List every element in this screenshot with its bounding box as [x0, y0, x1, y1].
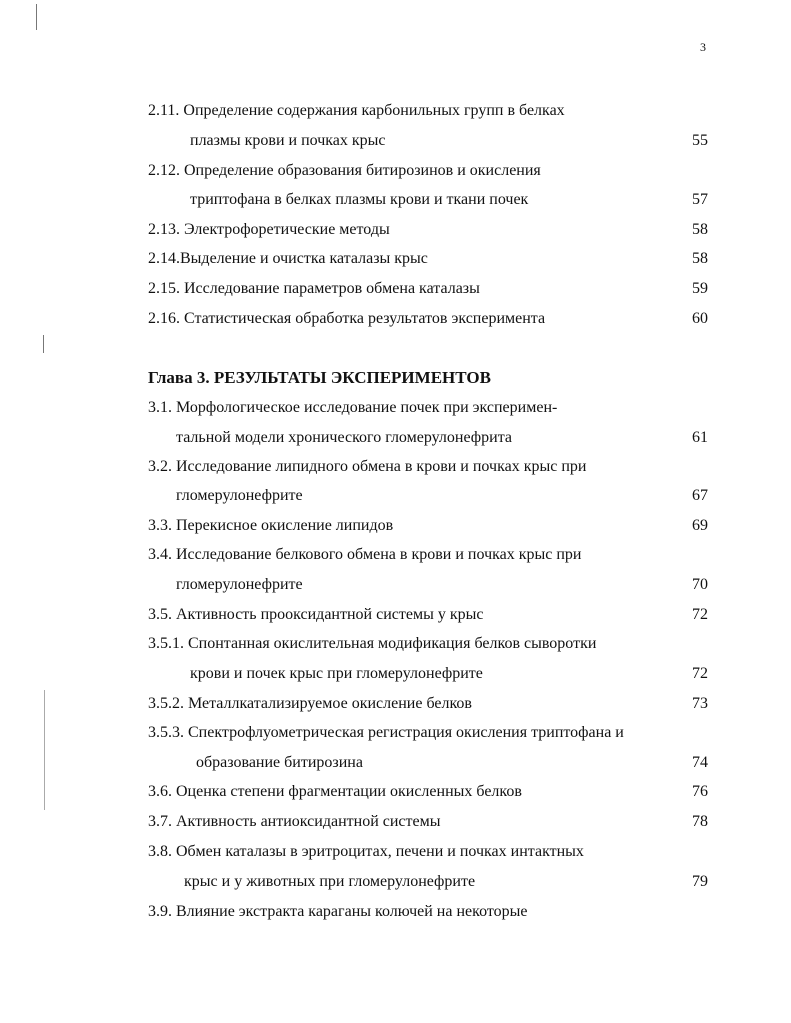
toc-entry-continuation: крыс и у животных при гломерулонефрите — [184, 873, 476, 890]
toc-entry-page: 79 — [692, 873, 708, 890]
toc-entry-page: 72 — [692, 606, 708, 623]
toc-entry-title: 3.5.3. Спектрофлуометрическая регистрация окисления триптофана и — [148, 724, 624, 741]
toc-entry-title: 3.4. Исследование белкового обмена в крови и почках крыс при — [148, 546, 582, 563]
toc-entry-title: 2.13. Электрофоретические методы — [148, 221, 390, 238]
toc-entry-title: 2.15. Исследование параметров обмена каталазы — [148, 280, 480, 297]
toc-entry-page: 78 — [692, 813, 708, 830]
toc-entry-title: 3.7. Активность антиоксидантной системы — [148, 813, 441, 830]
scan-artifact — [36, 4, 37, 30]
toc-entry-page: 55 — [692, 132, 708, 149]
toc-entry-page: 74 — [692, 754, 708, 771]
toc-entry-continuation: гломерулонефрите — [176, 576, 303, 593]
toc-entry-title: 2.12. Определение образования битирозинов и окисления — [148, 162, 541, 179]
toc-entry-title: 3.1. Морфологическое исследование почек при эксперимен- — [148, 399, 558, 416]
toc-entry-continuation: гломерулонефрите — [176, 487, 303, 504]
toc-entry-title: 3.2. Исследование липидного обмена в крови и почках крыс при — [148, 458, 587, 475]
toc-entry-page: 61 — [692, 429, 708, 446]
toc-entry-page: 67 — [692, 487, 708, 504]
toc-entry-title: 3.3. Перекисное окисление липидов — [148, 517, 394, 534]
toc-entry-page: 58 — [692, 221, 708, 238]
toc-entry-title: 3.9. Влияние экстракта караганы колючей на некоторые — [148, 903, 528, 920]
toc-entry-page: 70 — [692, 576, 708, 593]
toc-entry-title: 2.16. Статистическая обработка результатов эксперимента — [148, 310, 546, 327]
toc-entry-title: 3.5.2. Металлкатализируемое окисление белков — [148, 695, 472, 712]
toc-entry-page: 58 — [692, 250, 708, 267]
page-number: 3 — [700, 40, 706, 54]
toc-entry-title: 3.6. Оценка степени фрагментации окисленных белков — [148, 783, 522, 800]
toc-entry-title: 2.11. Определение содержания карбонильных групп в белках — [148, 102, 565, 119]
toc-entry-page: 72 — [692, 665, 708, 682]
scan-artifact — [44, 690, 45, 810]
toc-entry-continuation: плазмы крови и почках крыс — [190, 132, 386, 149]
toc-entry-page: 57 — [692, 191, 708, 208]
toc-entry-continuation: тальной модели хронического гломерулонефрита — [176, 429, 512, 446]
toc-entry-title: 3.5.1. Спонтанная окислительная модификация белков сыворотки — [148, 635, 597, 652]
toc-entry-page: 59 — [692, 280, 708, 297]
toc-entry-title: 3.8. Обмен каталазы в эритроцитах, печени и почках интактных — [148, 843, 584, 860]
toc-entry-continuation: крови и почек крыс при гломерулонефрите — [190, 665, 483, 682]
toc-entry-title: 3.5. Активность прооксидантной системы у крыс — [148, 606, 484, 623]
toc-entry-continuation: образование битирозина — [196, 754, 363, 771]
toc-entry-continuation: триптофана в белках плазмы крови и ткани почек — [190, 191, 529, 208]
toc-entry-page: 73 — [692, 695, 708, 712]
chapter-heading: Глава 3. РЕЗУЛЬТАТЫ ЭКСПЕРИМЕНТОВ — [148, 368, 491, 387]
toc-entry-page: 69 — [692, 517, 708, 534]
scan-artifact — [43, 335, 44, 353]
toc-entry-page: 76 — [692, 783, 708, 800]
toc-entry-page: 60 — [692, 310, 708, 327]
toc-entry-title: 2.14.Выделение и очистка каталазы крыс — [148, 250, 428, 267]
